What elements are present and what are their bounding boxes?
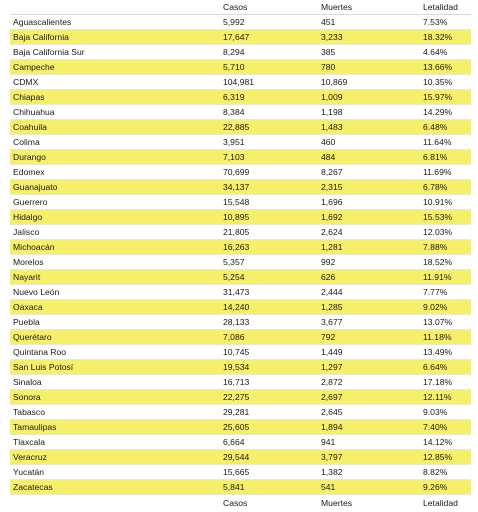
letalidad-cell: 10.91% (423, 197, 453, 207)
table-row (10, 405, 471, 420)
casos-cell: 16,713 (223, 377, 250, 387)
muertes-cell: 1,382 (321, 467, 343, 477)
muertes-cell: 1,692 (321, 212, 343, 222)
muertes-cell: 626 (321, 272, 336, 282)
muertes-cell: 10,869 (321, 77, 348, 87)
state-cell: Hidalgo (13, 212, 43, 222)
table-row (10, 435, 471, 450)
casos-cell: 5,254 (223, 272, 245, 282)
muertes-cell: 1,696 (321, 197, 343, 207)
letalidad-cell: 7.40% (423, 422, 448, 432)
letalidad-cell: 11.69% (423, 167, 452, 177)
letalidad-cell: 14.29% (423, 107, 453, 117)
casos-cell: 5,357 (223, 257, 245, 267)
casos-cell: 29,281 (223, 407, 250, 417)
letalidad-cell: 14.12% (423, 437, 453, 447)
muertes-cell: 1,483 (321, 122, 343, 132)
table-row (10, 330, 471, 345)
state-cell: Quintana Roo (13, 347, 67, 357)
casos-cell: 25,605 (223, 422, 250, 432)
casos-cell: 5,992 (223, 17, 245, 27)
muertes-cell: 792 (321, 332, 336, 342)
table-row (10, 165, 471, 180)
muertes-cell: 451 (321, 17, 336, 27)
muertes-cell: 2,697 (321, 392, 343, 402)
footer-muertes: Muertes (321, 497, 353, 508)
table-body (10, 15, 471, 495)
letalidad-cell: 11.18% (423, 332, 452, 342)
state-cell: Tlaxcala (13, 437, 45, 447)
letalidad-cell: 6.81% (423, 152, 448, 162)
casos-cell: 17,647 (223, 32, 250, 42)
letalidad-cell: 11.91% (423, 272, 452, 282)
state-cell: Puebla (13, 317, 40, 327)
table-row (10, 120, 471, 135)
table-row (10, 45, 471, 60)
state-cell: Zacatecas (13, 482, 53, 492)
state-cell: Baja California (13, 32, 69, 42)
table-row (10, 180, 471, 195)
table-row (10, 270, 471, 285)
header-muertes: Muertes (321, 2, 353, 12)
table-row (10, 300, 471, 315)
muertes-cell: 1,285 (321, 302, 343, 312)
muertes-cell: 992 (321, 257, 336, 267)
casos-cell: 6,664 (223, 437, 245, 447)
casos-cell: 104,981 (223, 77, 255, 87)
muertes-cell: 541 (321, 482, 336, 492)
muertes-cell: 1,281 (321, 242, 343, 252)
state-cell: Guerrero (13, 197, 48, 207)
state-cell: Sonora (13, 392, 41, 402)
covid-state-table (10, 0, 471, 510)
muertes-cell: 3,233 (321, 32, 343, 42)
muertes-cell: 460 (321, 137, 336, 147)
table-row (10, 390, 471, 405)
letalidad-cell: 15.97% (423, 92, 453, 102)
table-row (10, 465, 471, 480)
casos-cell: 28,133 (223, 317, 250, 327)
state-cell: Sinaloa (13, 377, 42, 387)
casos-cell: 34,137 (223, 182, 250, 192)
state-cell: San Luis Potosí (13, 362, 74, 372)
letalidad-cell: 6.78% (423, 182, 448, 192)
table-row (10, 30, 471, 45)
muertes-cell: 8,267 (321, 167, 343, 177)
muertes-cell: 2,872 (321, 377, 343, 387)
letalidad-cell: 12.11% (423, 392, 452, 402)
muertes-cell: 1,449 (321, 347, 343, 357)
letalidad-cell: 18.52% (423, 257, 453, 267)
state-cell: Oaxaca (13, 302, 43, 312)
state-cell: Jalisco (13, 227, 40, 237)
letalidad-cell: 8.82% (423, 467, 448, 477)
footer-letalidad: Letalidad (423, 497, 458, 508)
letalidad-cell: 9.02% (423, 302, 448, 312)
muertes-cell: 941 (321, 437, 336, 447)
state-cell: Colima (13, 137, 40, 147)
muertes-cell: 1,009 (321, 92, 343, 102)
state-cell: Guanajuato (13, 182, 58, 192)
casos-cell: 29,544 (223, 452, 250, 462)
letalidad-cell: 7.53% (423, 17, 448, 27)
muertes-cell: 484 (321, 152, 336, 162)
letalidad-cell: 11.64% (423, 137, 452, 147)
letalidad-cell: 15.53% (423, 212, 453, 222)
muertes-cell: 1,894 (321, 422, 343, 432)
state-cell: Querétaro (13, 332, 52, 342)
state-cell: Coahuila (13, 122, 47, 132)
state-cell: Baja California Sur (13, 47, 85, 57)
table-row (10, 150, 471, 165)
table-row (10, 360, 471, 375)
state-cell: Aguascalientes (13, 17, 72, 27)
muertes-cell: 2,645 (321, 407, 343, 417)
casos-cell: 7,103 (223, 152, 245, 162)
casos-cell: 21,805 (223, 227, 250, 237)
table-row (10, 345, 471, 360)
casos-cell: 10,895 (223, 212, 250, 222)
casos-cell: 8,294 (223, 47, 245, 57)
table-row (10, 420, 471, 435)
letalidad-cell: 13.66% (423, 62, 453, 72)
casos-cell: 31,473 (223, 287, 250, 297)
state-cell: Morelos (13, 257, 44, 267)
footer-casos: Casos (223, 497, 248, 508)
letalidad-cell: 12.03% (423, 227, 453, 237)
state-cell: Yucatán (13, 467, 45, 477)
letalidad-cell: 7.88% (423, 242, 448, 252)
muertes-cell: 2,624 (321, 227, 343, 237)
header-letalidad: Letalidad (423, 2, 458, 12)
table-header-row (10, 0, 471, 15)
letalidad-cell: 13.07% (423, 317, 453, 327)
letalidad-cell: 9.03% (423, 407, 448, 417)
state-cell: Durango (13, 152, 46, 162)
table-row (10, 315, 471, 330)
state-cell: Nuevo León (13, 287, 60, 297)
table-row (10, 135, 471, 150)
muertes-cell: 780 (321, 62, 336, 72)
table-row (10, 375, 471, 390)
state-cell: Michoacán (13, 242, 55, 252)
muertes-cell: 385 (321, 47, 336, 57)
letalidad-cell: 10.35% (423, 77, 453, 87)
casos-cell: 7,086 (223, 332, 245, 342)
table-footer-row (10, 495, 471, 510)
table-row (10, 60, 471, 75)
state-cell: CDMX (13, 77, 39, 87)
table-row (10, 105, 471, 120)
state-cell: Tamaulipas (13, 422, 57, 432)
table-row (10, 225, 471, 240)
state-cell: Campeche (13, 62, 55, 72)
muertes-cell: 3,797 (321, 452, 343, 462)
letalidad-cell: 17.18% (423, 377, 453, 387)
table-row (10, 90, 471, 105)
letalidad-cell: 6.64% (423, 362, 448, 372)
casos-cell: 5,841 (223, 482, 245, 492)
letalidad-cell: 13.49% (423, 347, 453, 357)
casos-cell: 6,319 (223, 92, 245, 102)
state-cell: Edomex (13, 167, 45, 177)
letalidad-cell: 12.85% (423, 452, 453, 462)
casos-cell: 15,548 (223, 197, 250, 207)
muertes-cell: 3,677 (321, 317, 343, 327)
casos-cell: 16,263 (223, 242, 250, 252)
letalidad-cell: 9.26% (423, 482, 448, 492)
table-row (10, 195, 471, 210)
letalidad-cell: 4.64% (423, 47, 448, 57)
state-cell: Chihuahua (13, 107, 55, 117)
casos-cell: 22,885 (223, 122, 250, 132)
state-cell: Chiapas (13, 92, 45, 102)
casos-cell: 70,699 (223, 167, 250, 177)
casos-cell: 5,710 (223, 62, 245, 72)
letalidad-cell: 6.48% (423, 122, 448, 132)
muertes-cell: 2,444 (321, 287, 343, 297)
state-cell: Veracruz (13, 452, 47, 462)
table-row (10, 210, 471, 225)
letalidad-cell: 18.32% (423, 32, 453, 42)
table-row (10, 450, 471, 465)
casos-cell: 15,665 (223, 467, 250, 477)
table-row (10, 285, 471, 300)
table-row (10, 15, 471, 30)
casos-cell: 3,951 (223, 137, 245, 147)
table-row (10, 255, 471, 270)
letalidad-cell: 7.77% (423, 287, 448, 297)
muertes-cell: 1,297 (321, 362, 343, 372)
casos-cell: 14,240 (223, 302, 250, 312)
casos-cell: 10,745 (223, 347, 250, 357)
header-casos: Casos (223, 2, 248, 12)
muertes-cell: 2,315 (321, 182, 343, 192)
state-cell: Tabasco (13, 407, 46, 417)
table-row (10, 240, 471, 255)
casos-cell: 19,534 (223, 362, 250, 372)
table-row (10, 75, 471, 90)
muertes-cell: 1,198 (321, 107, 343, 117)
state-cell: Nayarit (13, 272, 41, 282)
table-row (10, 480, 471, 495)
casos-cell: 22,275 (223, 392, 250, 402)
casos-cell: 8,384 (223, 107, 245, 117)
